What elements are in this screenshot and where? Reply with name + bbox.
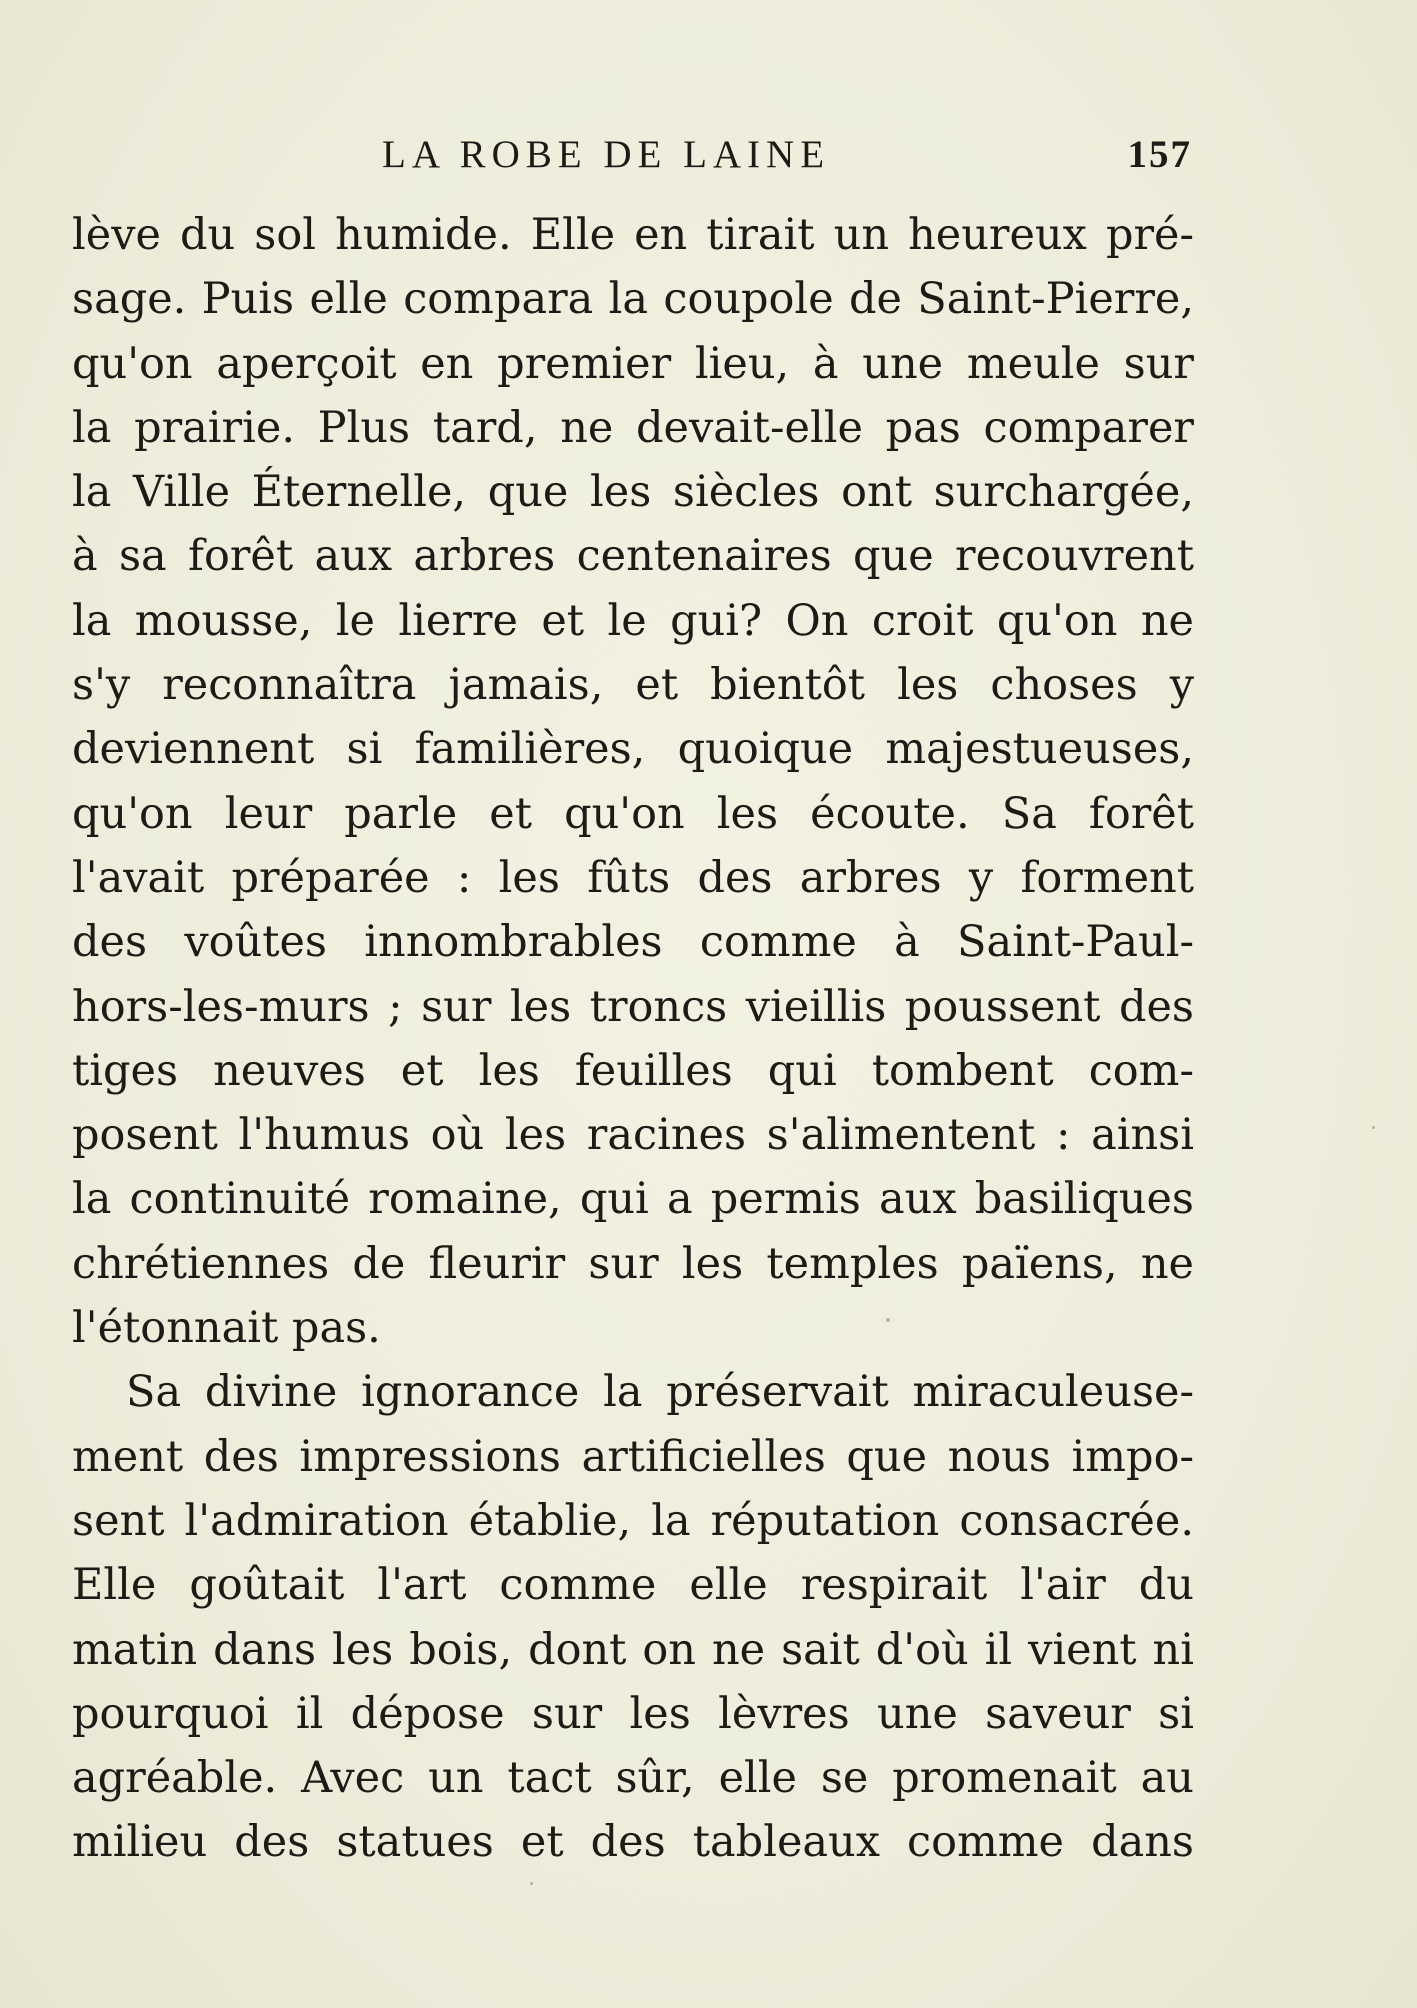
text-line: agréable. Avec un tact sûr, elle se promenait au [72,1753,1194,1804]
text-line: milieu des statues et des tableaux comme dans [72,1817,1194,1868]
text-line: deviennent si familières, quoique majestueuses, [72,724,1194,775]
text-line: qu'on aperçoit en premier lieu, à une meule sur [72,338,1194,389]
text-line: sent l'admiration établie, la réputation consacrée. [72,1495,1194,1546]
text-line: sage. Puis elle compara la coupole de Saint-Pierre, [72,274,1194,325]
text-line: posent l'humus où les racines s'alimentent : ainsi [72,1110,1194,1161]
text-line: hors-les-murs ; sur les troncs vieillis poussent des [72,981,1194,1032]
text-line: l'avait préparée : les fûts des arbres y forment [72,852,1194,903]
text-line: la Ville Éternelle, que les siècles ont surchargée, [72,467,1194,518]
paragraph-start-line: Sa divine ignorance la préservait miraculeuse- [126,1367,1194,1418]
paragraph-end-line: l'étonnait pas. [72,1303,381,1354]
text-line: ment des impressions artificielles que nous impo- [72,1431,1194,1482]
text-line: lève du sol humide. Elle en tirait un heureux pré- [72,210,1194,260]
running-title: LA ROBE DE LAINE [382,133,831,176]
paper-speck [886,1318,890,1322]
text-line: à sa forêt aux arbres centenaires que recouvrent [72,531,1194,582]
text-line: s'y reconnaîtra jamais, et bientôt les choses y [72,660,1194,711]
body-text [72,203,1194,1875]
text-line: la mousse, le lierre et le gui? On croit qu'on ne [72,595,1194,646]
paper-speck [1372,1126,1375,1129]
page-number: 157 [1127,133,1192,176]
text-line: la continuité romaine, qui a permis aux basiliques [72,1174,1194,1225]
text-line: pourquoi il dépose sur les lèvres une saveur si [72,1688,1194,1739]
text-line: des voûtes innombrables comme à Saint-Paul- [72,917,1194,968]
text-line: qu'on leur parle et qu'on les écoute. Sa forêt [72,788,1194,839]
text-line: matin dans les bois, dont on ne sait d'où il vient ni [72,1624,1194,1675]
paper-speck [530,1882,533,1885]
text-line: chrétiennes de fleurir sur les temples païens, ne [72,1238,1194,1289]
text-line: Elle goûtait l'art comme elle respirait l'air du [72,1560,1194,1611]
text-line: tiges neuves et les feuilles qui tombent com- [72,1045,1194,1096]
page-header [72,128,1192,178]
text-line: la prairie. Plus tard, ne devait-elle pas comparer [72,402,1194,453]
